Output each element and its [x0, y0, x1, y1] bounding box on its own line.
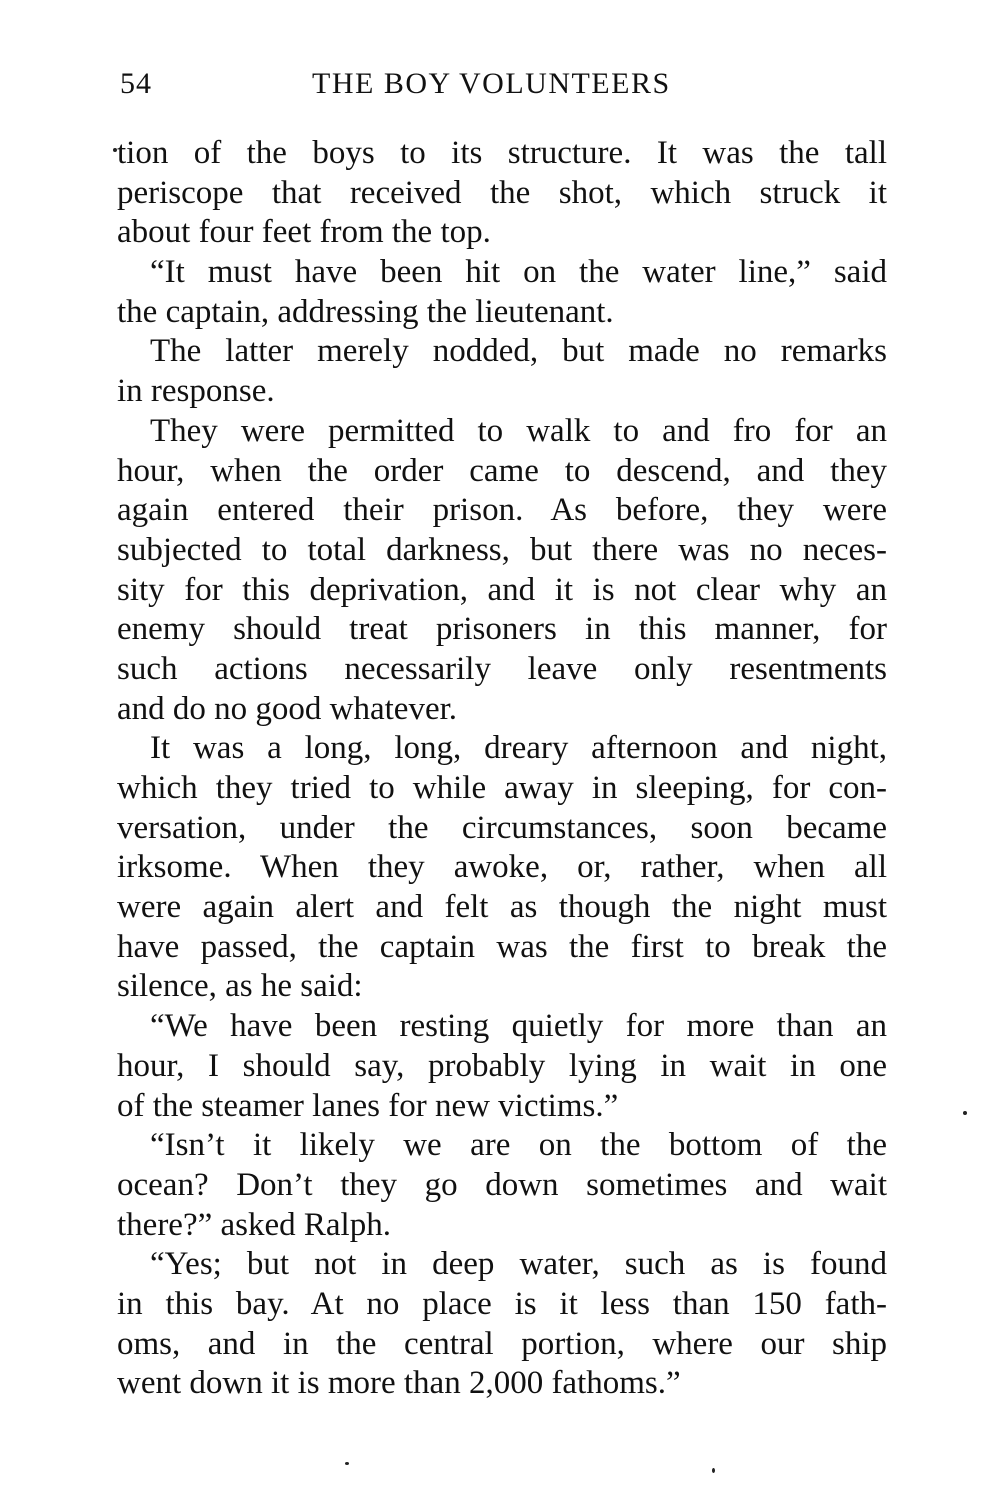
text-line: the captain, addressing the lieutenant. — [117, 293, 614, 330]
text-line: were again alert and felt as though the night must — [117, 889, 887, 926]
text-line: The latter merely nodded, but made no remarks — [150, 333, 887, 370]
paragraph — [117, 332, 887, 411]
text-line: went down it is more than 2,000 fathoms.” — [117, 1365, 681, 1402]
text-line: silence, as he said: — [117, 968, 363, 1005]
print-speck — [963, 1111, 967, 1115]
text-line: there?” asked Ralph. — [117, 1206, 391, 1243]
text-line: “We have been resting quietly for more than an — [150, 1008, 887, 1045]
text-line: such actions necessarily leave only resentments — [117, 650, 887, 687]
text-line: hour, I should say, probably lying in wait in one — [117, 1047, 887, 1084]
text-line: enemy should treat prisoners in this manner, for — [117, 611, 887, 648]
page-header — [120, 64, 890, 104]
paragraph — [117, 412, 887, 730]
text-line: again entered their prison. As before, they were — [117, 492, 887, 529]
page-body — [117, 134, 887, 1404]
text-line: about four feet from the top. — [117, 214, 491, 251]
paragraph — [117, 729, 887, 1007]
text-line: of the steamer lanes for new victims.” — [117, 1087, 619, 1124]
page-number: 54 — [120, 67, 152, 100]
text-line: “It must have been hit on the water line,” said — [150, 254, 887, 291]
paragraph — [117, 1007, 887, 1126]
text-line: hour, when the order came to descend, and they — [117, 452, 887, 489]
text-line: have passed, the captain was the first to break the — [117, 928, 887, 965]
text-line: “Yes; but not in deep water, such as is found — [150, 1246, 887, 1283]
paragraph — [117, 1126, 887, 1245]
text-line: ocean? Don’t they go down sometimes and wait — [117, 1166, 887, 1203]
print-speck — [345, 1462, 349, 1465]
text-line: and do no good whatever. — [117, 690, 458, 727]
text-line: irksome. When they awoke, or, rather, when all — [117, 849, 887, 886]
paragraph — [117, 1245, 887, 1404]
running-title: THE BOY VOLUNTEERS — [312, 67, 671, 100]
text-line: which they tried to while away in sleeping, for con- — [117, 770, 887, 806]
text-line: periscope that received the shot, which struck it — [117, 174, 887, 211]
text-line: “Isn’t it likely we are on the bottom of the — [150, 1127, 887, 1164]
print-speck — [113, 148, 117, 152]
text-line: versation, under the circumstances, soon became — [117, 809, 887, 846]
print-speck — [712, 1468, 715, 1473]
text-line: in this bay. At no place is it less than 150 fath- — [117, 1285, 887, 1322]
paragraph — [117, 134, 887, 253]
paragraph — [117, 253, 887, 332]
text-line: in response. — [117, 373, 275, 410]
text-line: oms, and in the central portion, where our ship — [117, 1325, 887, 1362]
text-line: It was a long, long, dreary afternoon and night, — [150, 730, 887, 767]
text-line: sity for this deprivation, and it is not clear why an — [117, 571, 887, 608]
text-line: They were permitted to walk to and fro for an — [150, 412, 887, 449]
text-line: subjected to total darkness, but there was no neces- — [117, 531, 887, 568]
text-line: tion of the boys to its structure. It was the tall — [117, 135, 887, 171]
